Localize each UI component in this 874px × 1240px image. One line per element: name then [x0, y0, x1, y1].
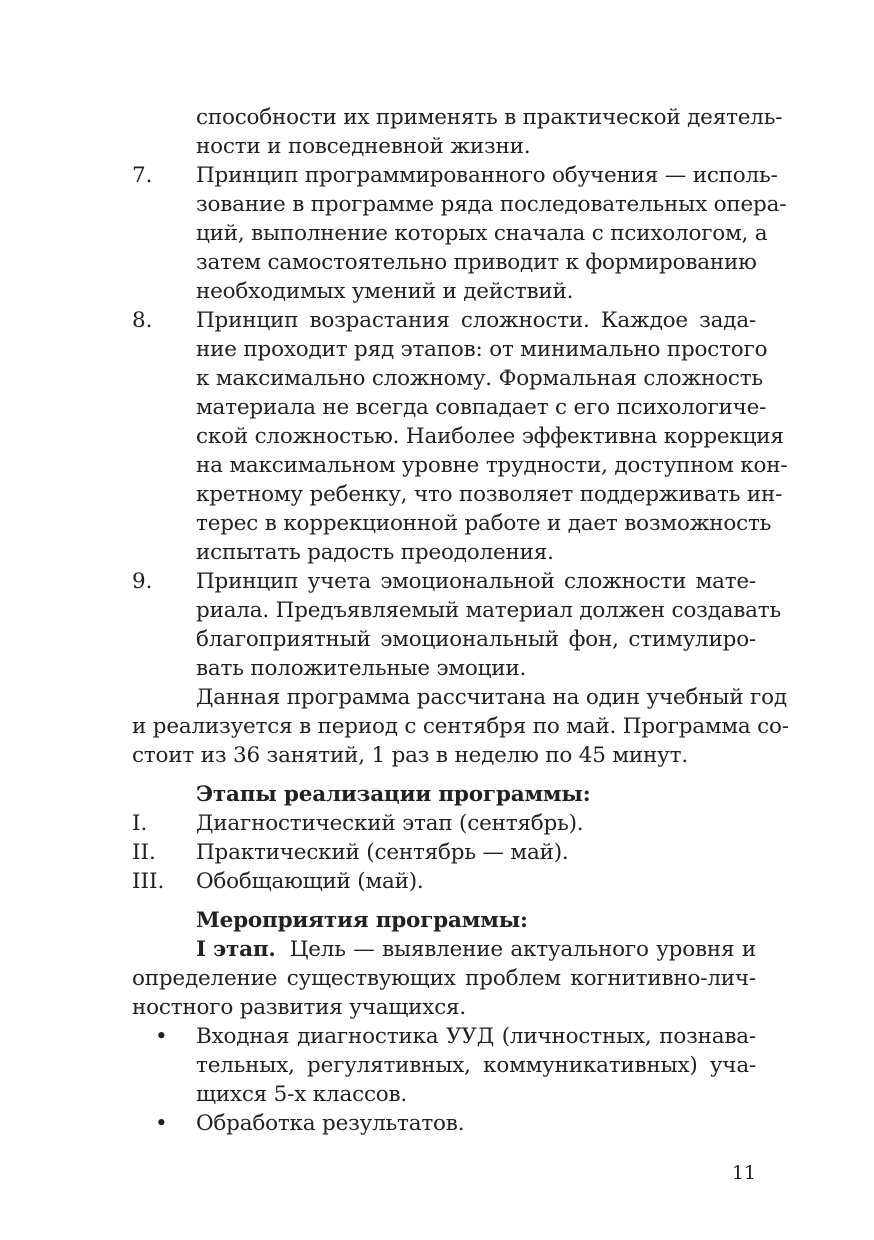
- text-line: зование в программе ряда последовательных опера-: [196, 192, 787, 217]
- text-line: Данная программа рассчитана на один учебный год: [196, 685, 787, 710]
- list-number: 9.: [132, 569, 153, 594]
- section-heading: Мероприятия программы:: [196, 908, 528, 933]
- text-line: определение существующих проблем когнитивно-лич-: [132, 966, 756, 991]
- text-line: Обобщающий (май).: [196, 869, 424, 894]
- text-line: испытать радость преодоления.: [196, 540, 554, 565]
- text-line: Принцип учета эмоциональной сложности мате-: [196, 569, 756, 594]
- list-number: 8.: [132, 308, 153, 333]
- text-line: вать положительные эмоции.: [196, 656, 527, 681]
- text-line: материала не всегда совпадает с его психологиче-: [196, 395, 767, 420]
- text-line: Практический (сентябрь — май).: [196, 840, 569, 865]
- bullet: •: [155, 1111, 168, 1136]
- roman-numeral: III.: [132, 869, 165, 894]
- roman-numeral: II.: [132, 840, 156, 865]
- text-line: Входная диагностика УУД (личностных, познава-: [196, 1024, 756, 1049]
- text-line: риала. Предъявляемый материал должен создавать: [196, 598, 781, 623]
- text-line: способности их применять в практической деятель-: [196, 105, 783, 130]
- text-line: затем самостоятельно приводит к формированию: [196, 250, 757, 275]
- text-line: Принцип возрастания сложности. Каждое зада-: [196, 308, 756, 333]
- text-line: ций, выполнение которых сначала с психологом, а: [196, 221, 768, 246]
- text-line: терес в коррекционной работе и дает возможность: [196, 511, 772, 536]
- text-line: Принцип программированного обучения — исполь-: [196, 163, 778, 188]
- text-line: на максимальном уровне трудности, доступном кон-: [196, 453, 788, 478]
- roman-numeral: I.: [132, 811, 148, 836]
- text-line: [196, 935, 756, 964]
- text-line: щихся 5-х классов.: [196, 1082, 408, 1107]
- text-line: ние проходит ряд этапов: от минимально простого: [196, 337, 768, 362]
- text-line: Обработка результатов.: [196, 1111, 465, 1136]
- list-number: 7.: [132, 163, 153, 188]
- text-line: кретному ребенку, что позволяет поддерживать ин-: [196, 482, 783, 507]
- text-line: стоит из 36 занятий, 1 раз в неделю по 45 минут.: [132, 743, 688, 768]
- text-line: Диагностический этап (сентябрь).: [196, 811, 584, 836]
- text-line: ности и повседневной жизни.: [196, 134, 531, 159]
- bullet: •: [155, 1024, 168, 1049]
- page-number: 11: [731, 1162, 756, 1184]
- text-line: ностного развития учащихся.: [132, 995, 467, 1020]
- text-line: ской сложностью. Наиболее эффективна коррекция: [196, 424, 784, 449]
- text-line: тельных, регулятивных, коммуникативных) уча-: [196, 1053, 756, 1078]
- stage-label: I этап.: [196, 937, 276, 962]
- text-line: необходимых умений и действий.: [196, 279, 574, 304]
- text-line: благоприятный эмоциональный фон, стимулиро-: [196, 627, 756, 652]
- text-line: к максимально сложному. Формальная сложность: [196, 366, 763, 391]
- text-line: и реализуется в период с сентября по май. Программа со-: [132, 714, 789, 739]
- section-heading: Этапы реализации программы:: [196, 782, 591, 807]
- text-fragment: Цель — выявление актуального уровня и: [289, 937, 756, 962]
